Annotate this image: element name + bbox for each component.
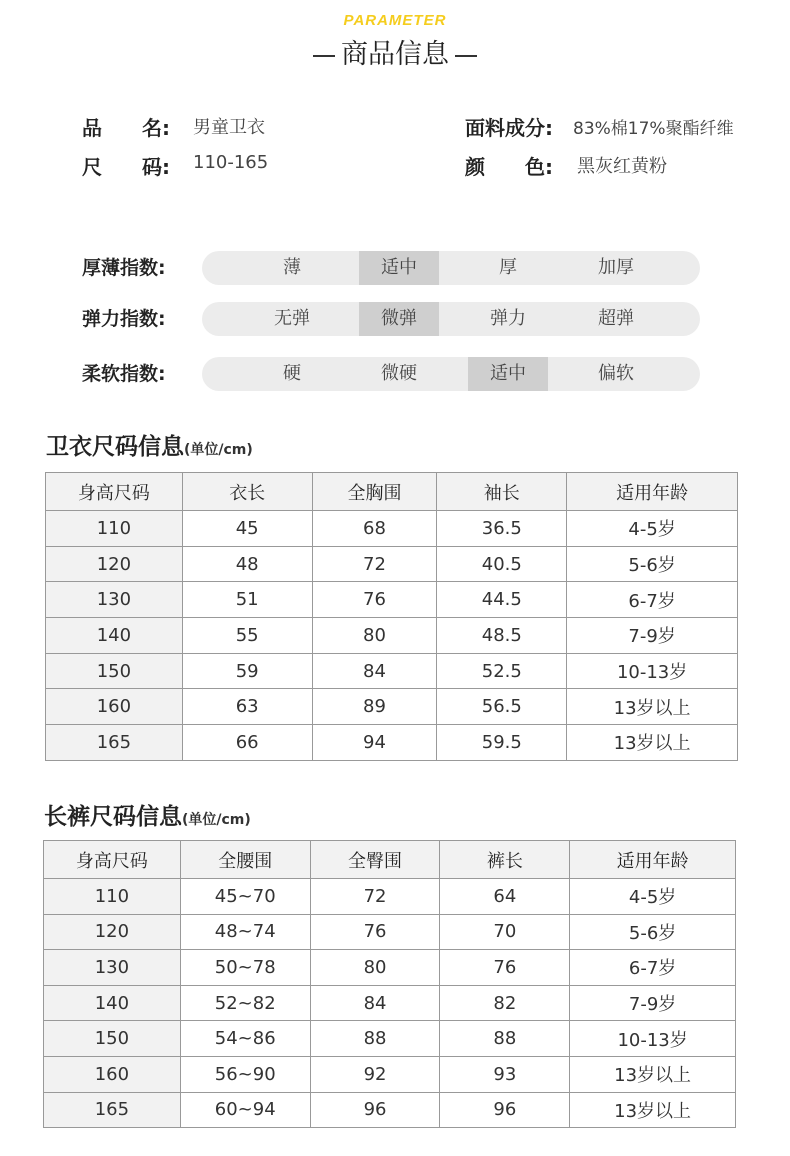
table-cell: 6-7岁 [570, 950, 736, 986]
table-cell: 45 [182, 511, 312, 547]
table-cell: 59.5 [437, 725, 567, 761]
table-cell: 72 [312, 546, 437, 582]
table-cell: 6-7岁 [567, 582, 738, 618]
table-cell: 7-9岁 [567, 618, 738, 654]
table-row [46, 546, 738, 582]
table-cell: 66 [182, 725, 312, 761]
table-row [46, 511, 738, 547]
table-cell: 63 [182, 689, 312, 725]
table-cell: 110 [46, 511, 183, 547]
table-cell: 165 [44, 1092, 181, 1128]
table-row [46, 582, 738, 618]
table-cell: 84 [310, 985, 440, 1021]
table-cell: 140 [46, 618, 183, 654]
column-header: 身高尺码 [46, 473, 183, 511]
index-label: 柔软指数: [82, 363, 166, 385]
table-cell: 51 [182, 582, 312, 618]
table-cell: 93 [440, 1056, 570, 1092]
table-cell: 10-13岁 [570, 1021, 736, 1057]
table-cell: 55 [182, 618, 312, 654]
table-header-row [44, 841, 736, 879]
fabric-key: 面料成分: [465, 116, 553, 140]
index-option: 加厚 [598, 257, 634, 278]
index-option: 偏软 [598, 363, 634, 384]
top-table-unit: (单位/cm) [184, 442, 253, 458]
pants-size-table [43, 840, 736, 1128]
size-key: 尺 码: [82, 155, 170, 179]
table-cell: 82 [440, 985, 570, 1021]
table-cell: 40.5 [437, 546, 567, 582]
index-scale [202, 302, 700, 336]
table-cell: 96 [310, 1092, 440, 1128]
index-option-selected: 适中 [468, 357, 548, 391]
banner-title-text: 商品信息 [341, 39, 449, 70]
table-cell: 68 [312, 511, 437, 547]
table-cell: 140 [44, 985, 181, 1021]
table-cell: 150 [46, 653, 183, 689]
table-row [44, 1092, 736, 1128]
top-table-title [46, 428, 253, 461]
table-cell: 48.5 [437, 618, 567, 654]
index-option: 薄 [283, 257, 301, 278]
table-row [44, 914, 736, 950]
table-cell: 56~90 [180, 1056, 310, 1092]
pants-table-title [44, 798, 251, 831]
table-row [44, 879, 736, 915]
table-cell: 52.5 [437, 653, 567, 689]
index-scale [202, 357, 700, 391]
table-cell: 13岁以上 [567, 725, 738, 761]
table-cell: 80 [310, 950, 440, 986]
table-cell: 76 [310, 914, 440, 950]
name-value: 男童卫衣 [193, 117, 265, 138]
column-header: 全胸围 [312, 473, 437, 511]
table-row [44, 1056, 736, 1092]
color-value: 黑灰红黄粉 [577, 156, 667, 177]
table-cell: 13岁以上 [567, 689, 738, 725]
column-header: 裤长 [440, 841, 570, 879]
table-row [46, 689, 738, 725]
name-key: 品 名: [82, 116, 170, 140]
index-option-selected: 微弹 [359, 302, 439, 336]
table-cell: 36.5 [437, 511, 567, 547]
index-label: 厚薄指数: [82, 257, 166, 279]
table-cell: 48 [182, 546, 312, 582]
table-cell: 13岁以上 [570, 1092, 736, 1128]
index-option: 硬 [283, 363, 301, 384]
table-cell: 92 [310, 1056, 440, 1092]
table-cell: 84 [312, 653, 437, 689]
banner-title [0, 32, 790, 71]
table-cell: 89 [312, 689, 437, 725]
index-option: 超弹 [598, 308, 634, 329]
index-option: 微硬 [381, 363, 417, 384]
table-row [46, 725, 738, 761]
table-cell: 5-6岁 [567, 546, 738, 582]
table-cell: 10-13岁 [567, 653, 738, 689]
pants-table-unit: (单位/cm) [182, 812, 251, 828]
table-cell: 70 [440, 914, 570, 950]
table-cell: 120 [44, 914, 181, 950]
table-cell: 165 [46, 725, 183, 761]
color-key: 颜 色: [465, 155, 553, 179]
table-cell: 7-9岁 [570, 985, 736, 1021]
table-cell: 76 [440, 950, 570, 986]
table-cell: 130 [44, 950, 181, 986]
index-option: 无弹 [274, 308, 310, 329]
index-option: 弹力 [490, 308, 526, 329]
table-cell: 88 [310, 1021, 440, 1057]
title-dash-right [455, 55, 477, 57]
table-cell: 59 [182, 653, 312, 689]
table-cell: 94 [312, 725, 437, 761]
column-header: 身高尺码 [44, 841, 181, 879]
table-row [46, 653, 738, 689]
fabric-value: 83%棉17%聚酯纤维 [573, 119, 734, 139]
table-cell: 76 [312, 582, 437, 618]
table-cell: 110 [44, 879, 181, 915]
table-row [44, 985, 736, 1021]
table-cell: 4-5岁 [570, 879, 736, 915]
index-scale [202, 251, 700, 285]
table-row [44, 1021, 736, 1057]
title-dash-left [313, 55, 335, 57]
table-cell: 48~74 [180, 914, 310, 950]
table-cell: 56.5 [437, 689, 567, 725]
table-cell: 60~94 [180, 1092, 310, 1128]
table-cell: 88 [440, 1021, 570, 1057]
table-cell: 54~86 [180, 1021, 310, 1057]
size-value: 110-165 [193, 152, 269, 173]
table-cell: 160 [44, 1056, 181, 1092]
column-header: 袖长 [437, 473, 567, 511]
table-cell: 150 [44, 1021, 181, 1057]
column-header: 全臀围 [310, 841, 440, 879]
table-cell: 130 [46, 582, 183, 618]
table-cell: 52~82 [180, 985, 310, 1021]
table-cell: 96 [440, 1092, 570, 1128]
top-size-table [45, 472, 738, 761]
table-cell: 72 [310, 879, 440, 915]
index-label: 弹力指数: [82, 308, 166, 330]
table-header-row [46, 473, 738, 511]
top-table-title-text: 卫衣尺码信息 [46, 434, 184, 460]
table-cell: 4-5岁 [567, 511, 738, 547]
column-header: 全腰围 [180, 841, 310, 879]
table-cell: 80 [312, 618, 437, 654]
column-header: 衣长 [182, 473, 312, 511]
table-cell: 160 [46, 689, 183, 725]
table-cell: 50~78 [180, 950, 310, 986]
column-header: 适用年龄 [570, 841, 736, 879]
table-row [44, 950, 736, 986]
index-option-selected: 适中 [359, 251, 439, 285]
table-cell: 5-6岁 [570, 914, 736, 950]
table-cell: 120 [46, 546, 183, 582]
table-cell: 45~70 [180, 879, 310, 915]
table-cell: 64 [440, 879, 570, 915]
column-header: 适用年龄 [567, 473, 738, 511]
pants-table-title-text: 长裤尺码信息 [44, 804, 182, 830]
table-row [46, 618, 738, 654]
index-option: 厚 [499, 257, 517, 278]
table-cell: 13岁以上 [570, 1056, 736, 1092]
table-cell: 44.5 [437, 582, 567, 618]
banner-english-title: PARAMETER [343, 12, 447, 29]
